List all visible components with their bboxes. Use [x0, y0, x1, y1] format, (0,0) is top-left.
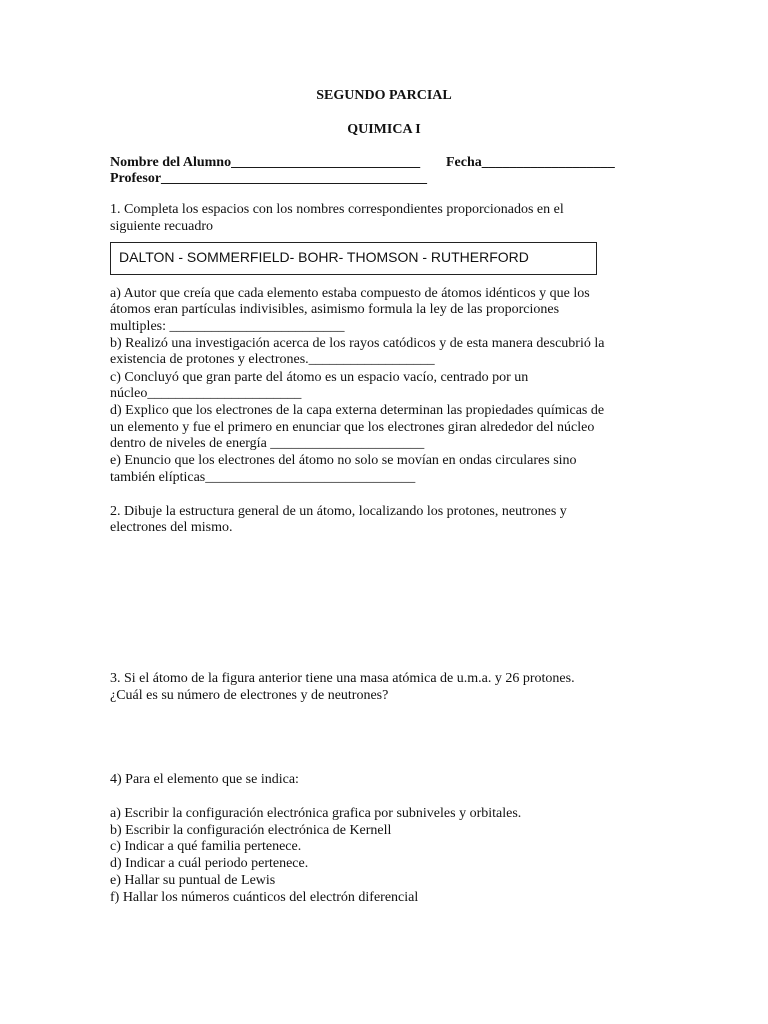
q4-prompt: 4) Para el elemento que se indica:: [110, 772, 299, 787]
q1-prompt-line2: siguiente recuadro: [110, 219, 214, 234]
q1-b-line2: existencia de protones y electrones.__________________: [110, 352, 435, 367]
q1-d-line1: d) Explico que los electrones de la capa externa determinan las propiedades químicas de: [110, 403, 605, 418]
teacher-field: Profesor______________________________________: [110, 171, 428, 186]
q1-d-line2: un elemento y fue el primero en enunciar que los electrones giran alrededor del núcleo: [110, 420, 595, 435]
q1-d-line3: dentro de niveles de energía ______________________: [110, 436, 425, 451]
q1-a-line1: a) Autor que creía que cada elemento estaba compuesto de átomos idénticos y que los: [110, 286, 590, 301]
q4-item: f) Hallar los números cuánticos del electrón diferencial: [110, 890, 419, 905]
q3-line1: 3. Si el átomo de la figura anterior tiene una masa atómica de u.m.a. y 26 protones.: [110, 671, 575, 686]
subject-title: QUIMICA I: [347, 122, 421, 137]
names-box-text: DALTON - SOMMERFIELD- BOHR- THOMSON - RUTHERFORD: [119, 249, 529, 265]
q2-line1: 2. Dibuje la estructura general de un átomo, localizando los protones, neutrones y: [110, 504, 567, 519]
q4-item: d) Indicar a cuál periodo pertenece.: [110, 856, 309, 871]
q1-a-line3: multiples: _________________________: [110, 319, 345, 334]
q1-prompt-line1: 1. Completa los espacios con los nombres correspondientes proporcionados en el: [110, 202, 564, 217]
date-field: Fecha___________________: [446, 155, 615, 170]
q1-a-line2: átomos eran partículas indivisibles, asimismo formula la ley de las proporciones: [110, 302, 560, 317]
q1-e-line2: también elípticas______________________________: [110, 470, 416, 485]
q1-e-line1: e) Enuncio que los electrones del átomo no solo se movían en ondas circulares sino: [110, 453, 577, 468]
q4-item: b) Escribir la configuración electrónica de Kernell: [110, 823, 392, 838]
q2-line2: electrones del mismo.: [110, 520, 233, 535]
q3-line2: ¿Cuál es su número de electrones y de neutrones?: [110, 688, 389, 703]
q4-item: c) Indicar a qué familia pertenece.: [110, 839, 302, 854]
q4-item: a) Escribir la configuración electrónica grafica por subniveles y orbitales.: [110, 806, 522, 821]
q1-b-line1: b) Realizó una investigación acerca de los rayos catódicos y de esta manera descubrió la: [110, 336, 605, 351]
q1-c-line1: c) Concluyó que gran parte del átomo es un espacio vacío, centrado por un: [110, 370, 529, 385]
q1-c-line2: núcleo______________________: [110, 386, 302, 401]
q4-item: e) Hallar su puntual de Lewis: [110, 873, 276, 888]
student-name-field: Nombre del Alumno___________________________: [110, 155, 421, 170]
exam-title: SEGUNDO PARCIAL: [316, 88, 452, 103]
